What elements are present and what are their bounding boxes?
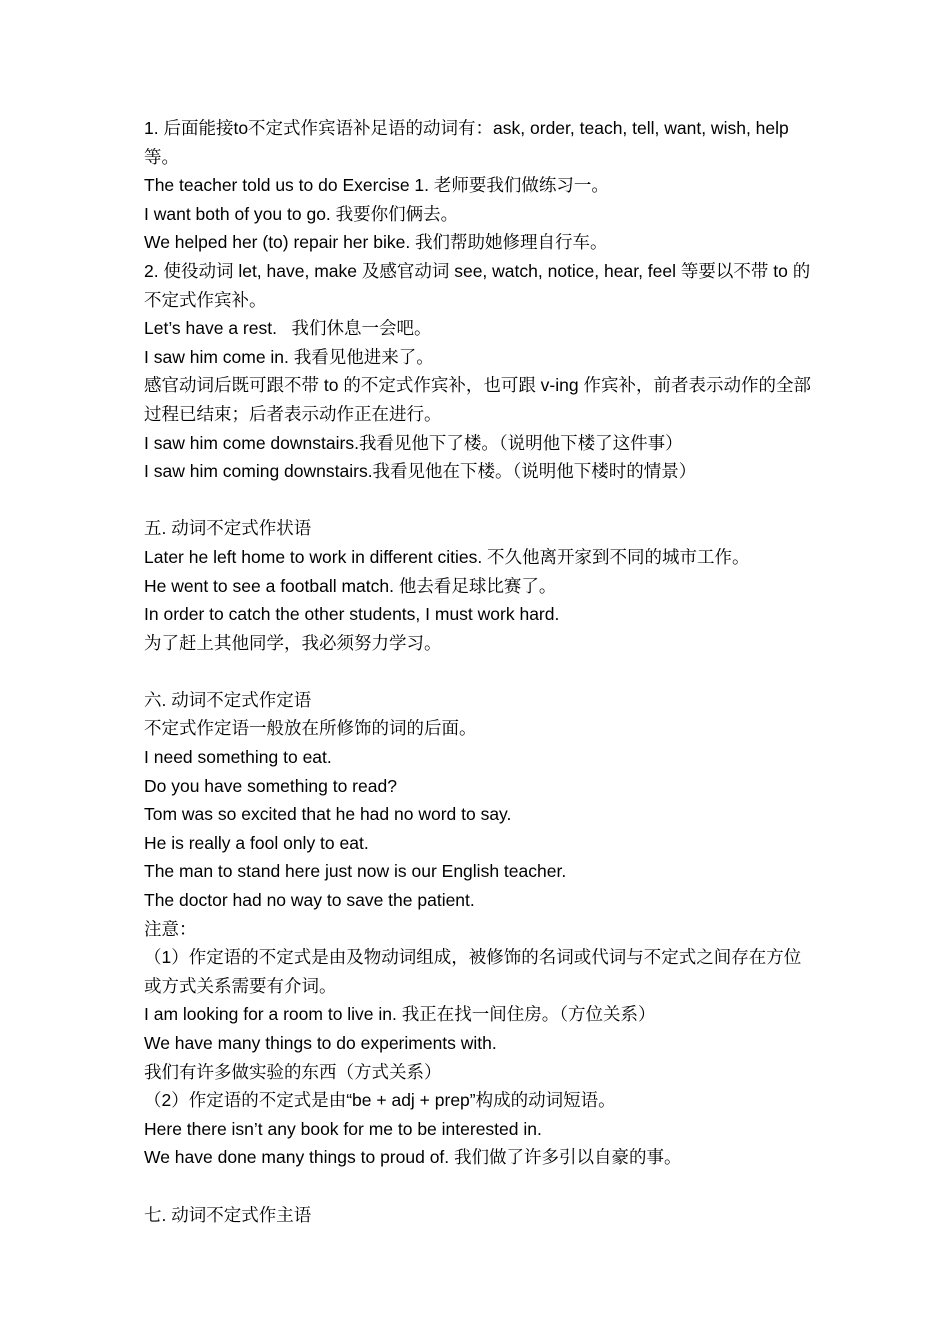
example-sentence: I am looking for a room to live in. 我正在找一间住房。（方位关系）	[144, 1004, 656, 1025]
section-heading-6: 六. 动词不定式作定语	[144, 689, 312, 710]
example-sentence: The man to stand here just now is our English teacher.	[144, 861, 567, 882]
example-sentence: Do you have something to read?	[144, 775, 397, 796]
example-sentence: Let’s have a rest. 我们休息一会吧。	[144, 318, 432, 339]
example-sentence: Later he left home to work in different cities. 不久他离开家到不同的城市工作。	[144, 546, 750, 567]
document-body	[144, 114, 812, 1229]
example-sentence: We helped her (to) repair her bike. 我们帮助她修理自行车。	[144, 232, 608, 253]
translation-line: 我们有许多做实验的东西（方式关系）	[144, 1061, 442, 1082]
example-sentence: I saw him coming downstairs.我看见他在下楼。（说明他下楼时的情景）	[144, 461, 697, 482]
section-heading-7: 七. 动词不定式作主语	[144, 1204, 312, 1225]
paragraph-rule-2: 2. 使役动词 let, have, make 及感官动词 see, watch, notice, hear, feel 等要以不带 to 的不定式作宾补。	[144, 260, 811, 310]
blank-line	[144, 1172, 812, 1201]
example-sentence: I want both of you to go. 我要你们俩去。	[144, 203, 459, 224]
note-item-1: （1）作定语的不定式是由及物动词组成，被修饰的名词或代词与不定式之间存在方位或方式关系需要有介词。	[144, 947, 802, 996]
example-sentence: Tom was so excited that he had no word to say.	[144, 804, 512, 825]
section-heading-5: 五. 动词不定式作状语	[144, 518, 312, 539]
paragraph-note: 不定式作定语一般放在所修饰的词的后面。	[144, 718, 477, 739]
blank-line	[144, 486, 812, 515]
example-sentence: Here there isn’t any book for me to be interested in.	[144, 1118, 542, 1139]
example-sentence: The teacher told us to do Exercise 1. 老师要我们做练习一。	[144, 175, 609, 196]
example-sentence: I saw him come in. 我看见他进来了。	[144, 346, 434, 367]
example-sentence: I need something to eat.	[144, 747, 332, 768]
note-label: 注意：	[144, 918, 197, 939]
translation-line: 为了赶上其他同学，我必须努力学习。	[144, 632, 442, 653]
paragraph-note: 感官动词后既可跟不带 to 的不定式作宾补，也可跟 v-ing 作宾补，前者表示动作的全部过程已结束；后者表示动作正在进行。	[144, 375, 811, 424]
example-sentence: In order to catch the other students, I must work hard.	[144, 604, 560, 625]
blank-line	[144, 657, 812, 686]
example-sentence: He is really a fool only to eat.	[144, 832, 369, 853]
example-sentence: We have many things to do experiments with.	[144, 1033, 497, 1053]
paragraph-rule-1: 1. 后面能接to不定式作宾语补足语的动词有：ask, order, teach, tell, want, wish, help 等。	[144, 118, 789, 167]
note-item-2: （2）作定语的不定式是由“be + adj + prep”构成的动词短语。	[144, 1090, 616, 1111]
example-sentence: He went to see a football match. 他去看足球比赛了。	[144, 575, 557, 596]
example-sentence: We have done many things to proud of. 我们做了许多引以自豪的事。	[144, 1147, 682, 1168]
example-sentence: I saw him come downstairs.我看见他下了楼。（说明他下楼了这件事）	[144, 432, 683, 453]
example-sentence: The doctor had no way to save the patient.	[144, 890, 475, 911]
